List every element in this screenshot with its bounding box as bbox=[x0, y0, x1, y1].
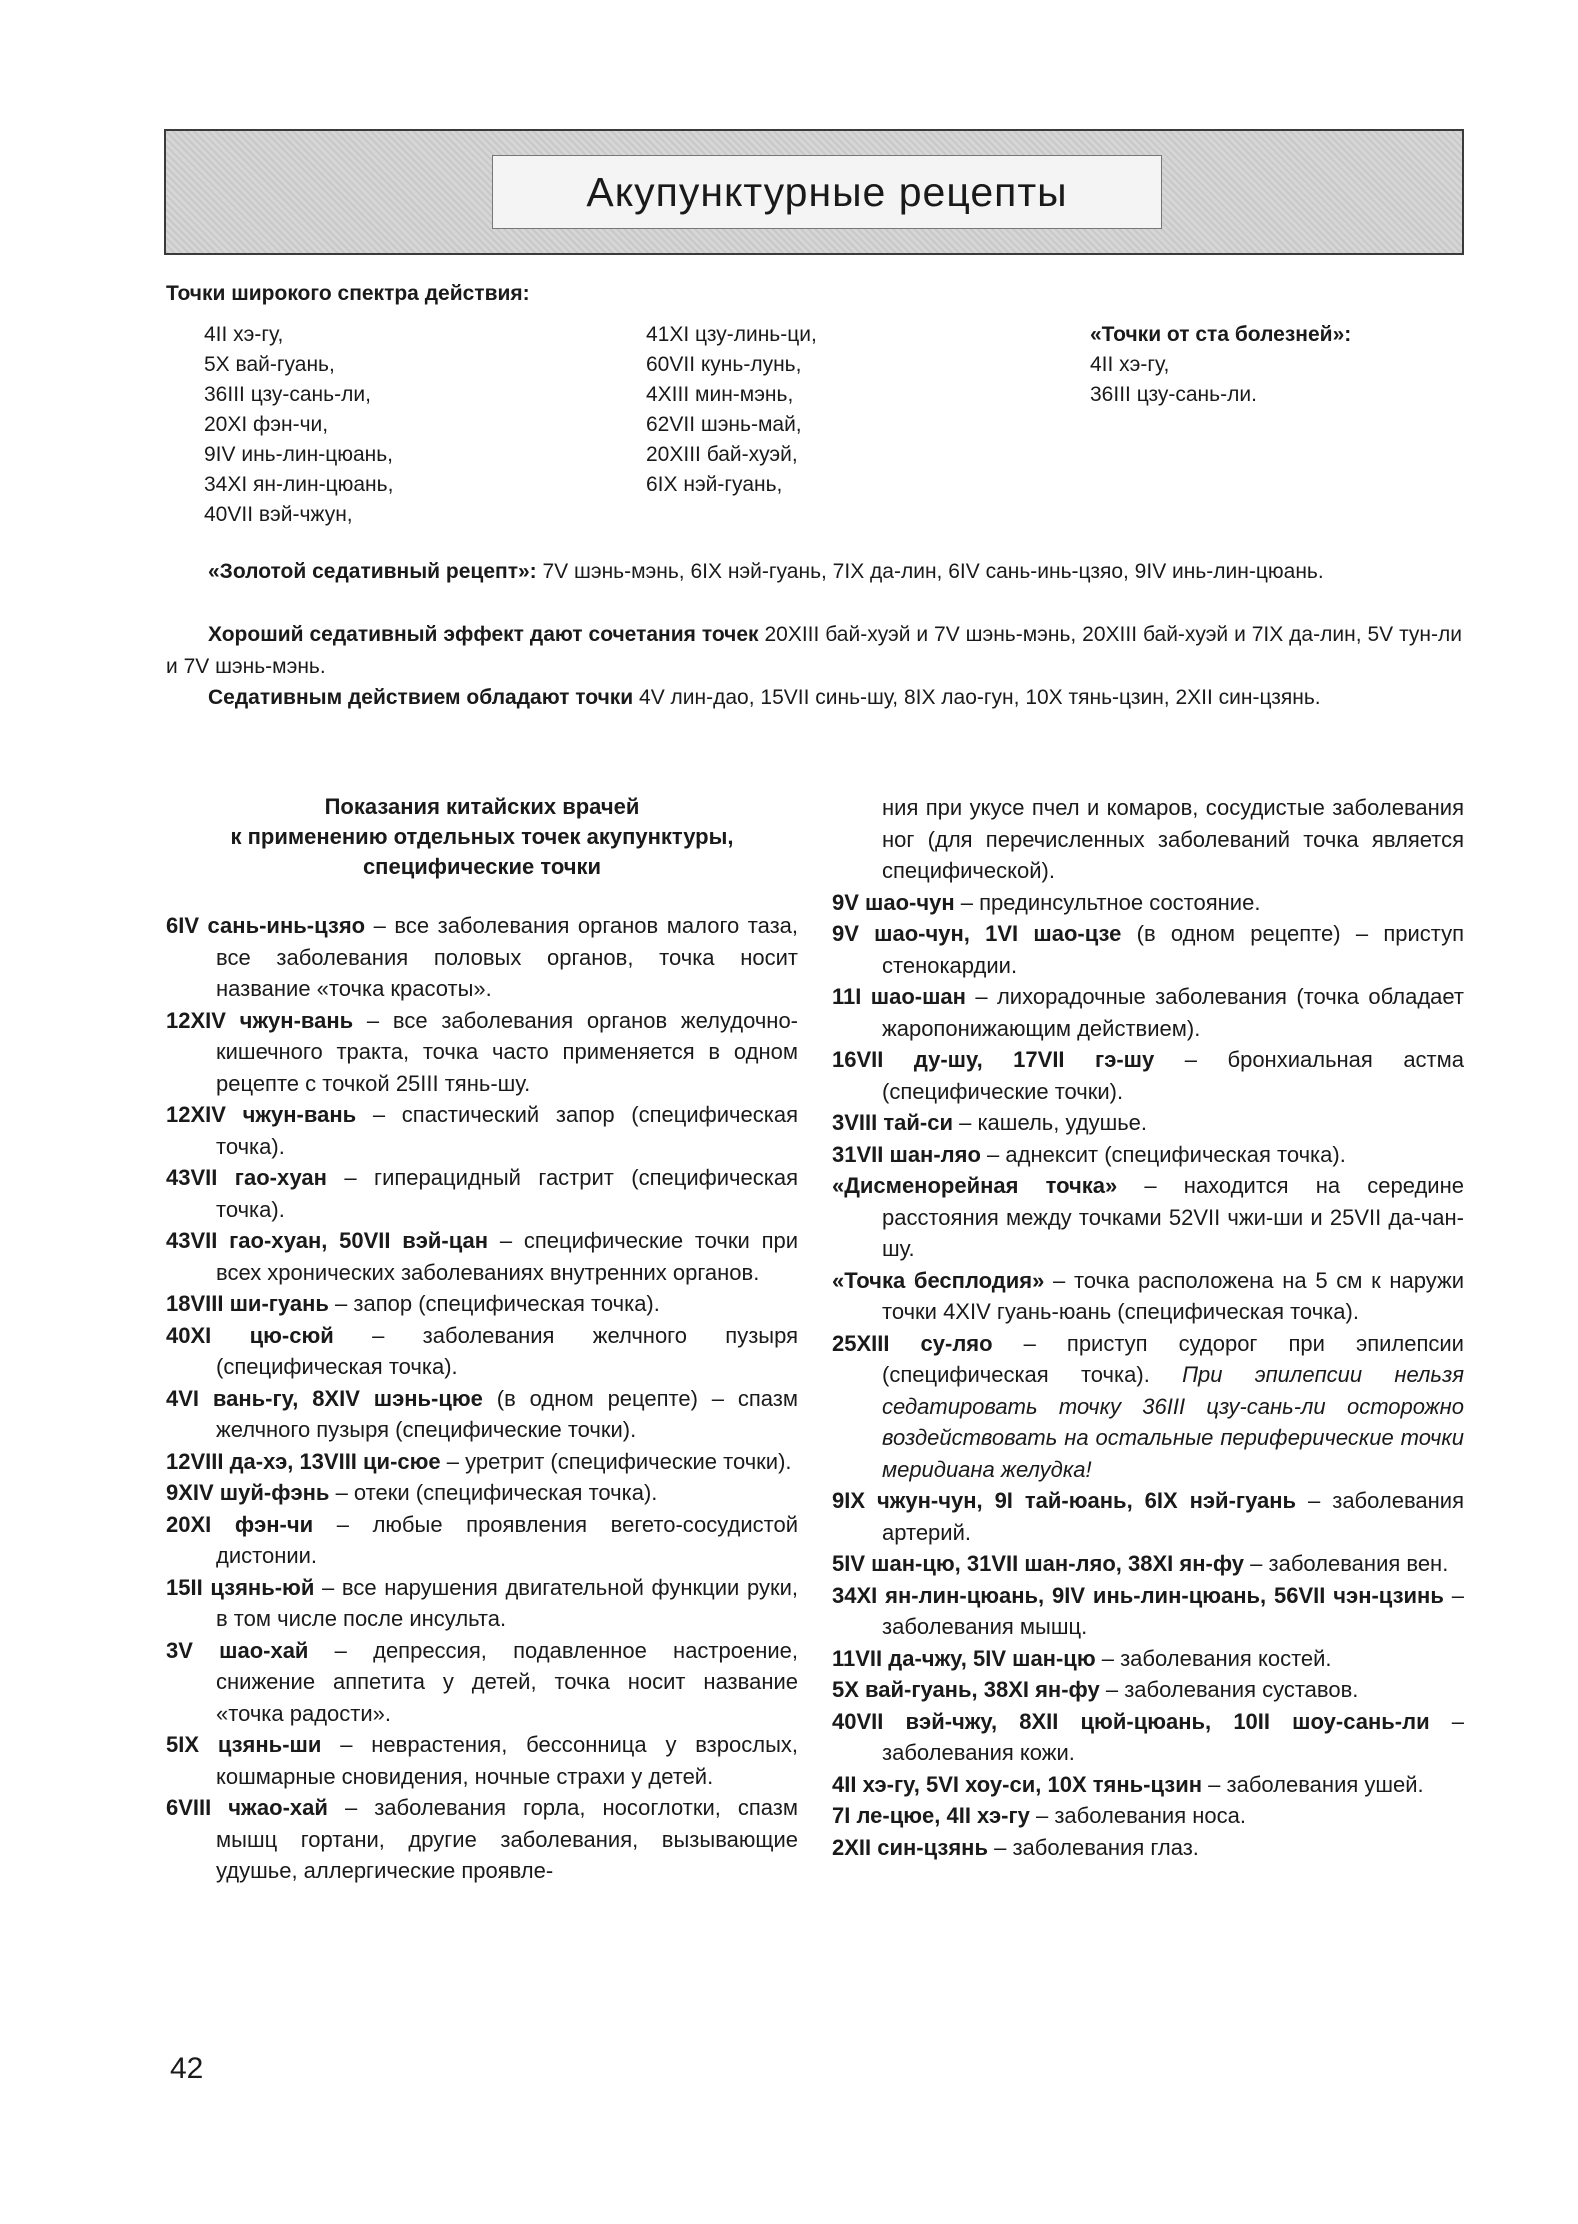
indication-text: – отеки (специфическая точка). bbox=[329, 1480, 658, 1505]
point-name: «Дисменорейная точка» bbox=[832, 1173, 1118, 1198]
indication-text: – заболевания носа. bbox=[1029, 1803, 1246, 1828]
indication-text: – заболевания глаз. bbox=[988, 1834, 1199, 1860]
indication-entry bbox=[166, 1635, 798, 1730]
indication-text: – все заболевания органов малого таза, все заболевания половых органов, точка носит название «точка красоты». bbox=[216, 913, 799, 1001]
sedative-paragraph bbox=[166, 619, 1462, 682]
indication-text: – заболевания горла, носоглотки, спазм мышц гортани, другие заболевания, вызывающие удушье, аллергические проявле- bbox=[216, 1795, 798, 1883]
indications-heading-line: специфические точки bbox=[362, 854, 602, 879]
indication-entry bbox=[166, 1729, 798, 1792]
indication-entry bbox=[166, 1383, 798, 1446]
point-item: 4XIII мин-мэнь, bbox=[646, 383, 794, 406]
points-list-2 bbox=[646, 320, 817, 500]
point-name: 43VII гао-хуан, 50VII вэй-цан bbox=[166, 1228, 489, 1253]
point-name: 18VIII ши-гуань bbox=[166, 1291, 329, 1316]
right-column bbox=[832, 792, 1464, 1863]
indication-entry bbox=[832, 981, 1464, 1044]
indication-text: – заболевания мышц. bbox=[882, 1582, 1464, 1639]
point-name: 4II хэ-гу, 5VI хоу-си, 10X тянь-цзин bbox=[832, 1771, 1203, 1797]
indication-entry bbox=[832, 1170, 1464, 1265]
sedative-label: Хороший седативный эффект дают сочетания точек bbox=[208, 623, 759, 646]
indication-text: – аднексит (специфическая точка). bbox=[980, 1141, 1346, 1167]
point-name: 34XI ян-лин-цюань, 9IV инь-лин-цюань, 56VII чэн-цзинь bbox=[832, 1582, 1444, 1608]
point-name: 9V шао-чун bbox=[832, 889, 955, 915]
point-name: 4VI вань-гу, 8XIV шэнь-цюе bbox=[166, 1385, 483, 1411]
indication-text: – заболевания суставов. bbox=[1099, 1677, 1359, 1702]
point-name: 43VII гао-хуан bbox=[166, 1165, 327, 1190]
point-name: 9V шао-чун, 1VI шао-цзе bbox=[832, 921, 1122, 946]
indication-text: – заболевания вен. bbox=[1244, 1551, 1449, 1576]
sedative-text: 20XIII бай-хуэй и 7V шэнь-мэнь, 20XIII бай-хуэй и 7IX да-лин, 5V тун-ли и 7V шэнь-мэнь. bbox=[166, 623, 1462, 678]
point-name: 7I ле-цюе, 4II хэ-гу bbox=[832, 1803, 1030, 1828]
indication-entry bbox=[832, 1548, 1464, 1580]
indications-heading-line: Показания китайских врачей bbox=[324, 794, 640, 819]
sedative-text: 4V лин-дао, 15VII синь-шу, 8IX лао-гун, 10X тянь-цзин, 2XII син-цзянь. bbox=[633, 686, 1321, 709]
point-name: 12XIV чжун-вань bbox=[166, 1007, 354, 1033]
point-name: 3V шао-хай bbox=[166, 1637, 309, 1663]
point-name: 11VII да-чжу, 5IV шан-цю bbox=[832, 1645, 1096, 1671]
indication-text: – запор (специфическая точка). bbox=[328, 1291, 660, 1316]
indication-text: – прединсультное состояние. bbox=[954, 889, 1261, 915]
indication-text: – бронхиальная астма (специфические точки). bbox=[882, 1047, 1464, 1104]
indication-text: – кашель, удушье. bbox=[952, 1110, 1148, 1135]
indication-text: – приступ судорог при эпилепсии (специфическая точка). bbox=[882, 1330, 1464, 1387]
indication-entry bbox=[166, 1509, 798, 1572]
indication-entry bbox=[832, 1674, 1464, 1706]
indication-entry bbox=[166, 1225, 798, 1288]
indication-entry bbox=[832, 918, 1464, 981]
point-name: 5IX цзянь-ши bbox=[166, 1732, 322, 1757]
point-name: 31VII шан-ляо bbox=[832, 1141, 981, 1167]
point-name: 12XIV чжун-вань bbox=[166, 1102, 357, 1127]
indication-entry bbox=[166, 1572, 798, 1635]
point-name: 11I шао-шан bbox=[832, 984, 966, 1009]
indication-entry bbox=[166, 1005, 798, 1100]
indication-entry bbox=[832, 1800, 1464, 1832]
indication-entry bbox=[166, 1446, 798, 1478]
epilepsy-warning: При эпилепсии нельзя седатировать точку 36III цзу-сань-ли осторожно воздействовать на остальные периферические точки меридиана желудка! bbox=[882, 1362, 1464, 1482]
indication-text: – заболевания ушей. bbox=[1202, 1771, 1424, 1797]
indication-entry bbox=[166, 1320, 798, 1383]
sedative-text: 7V шэнь-мэнь, 6IX нэй-гуань, 7IX да-лин, 6IV сань-инь-цзяо, 9IV инь-лин-цюань. bbox=[536, 560, 1324, 583]
page-number: 42 bbox=[170, 2052, 204, 2085]
point-name: 15II цзянь-юй bbox=[166, 1574, 315, 1600]
indication-text: – специфические точки при всех хронических заболеваниях внутренних органов. bbox=[216, 1228, 799, 1285]
indication-entry bbox=[166, 1477, 798, 1509]
point-item: 20XI фэн-чи, bbox=[204, 413, 329, 436]
indication-entry bbox=[832, 1580, 1464, 1643]
indication-text: (в одном рецепте) – приступ стенокардии. bbox=[882, 921, 1464, 978]
point-name: 2XII син-цзянь bbox=[832, 1834, 988, 1860]
indication-text: – заболевания кожи. bbox=[882, 1708, 1464, 1765]
point-name: 20XI фэн-чи bbox=[166, 1511, 314, 1537]
point-name: 25XIII су-ляо bbox=[832, 1330, 993, 1356]
indications-heading-line: к применению отдельных точек акупунктуры, bbox=[230, 824, 734, 849]
indication-entry bbox=[832, 887, 1464, 919]
indication-entry bbox=[166, 1792, 798, 1887]
point-name: 9XIV шуй-фэнь bbox=[166, 1480, 330, 1505]
indication-entry bbox=[832, 1832, 1464, 1864]
points-list-3 bbox=[1090, 320, 1351, 410]
point-item: 36III цзу-сань-ли, bbox=[204, 383, 371, 406]
point-item: 6IX нэй-гуань, bbox=[646, 473, 783, 496]
indication-text: – находится на середине расстояния между точками 52VII чжи-ши и 25VII да-чан-шу. bbox=[882, 1173, 1464, 1261]
point-name: 12VIII да-хэ, 13VIII ци-сюе bbox=[166, 1448, 441, 1474]
point-item: 4II хэ-гу, bbox=[204, 323, 284, 346]
point-item: 40VII вэй-чжун, bbox=[204, 503, 353, 526]
indication-entry bbox=[832, 1107, 1464, 1139]
point-item: 62VII шэнь-май, bbox=[646, 413, 802, 436]
indication-continuation: ния при укусе пчел и комаров, сосудистые заболевания ног (для перечисленных заболеваний точка является специфической). bbox=[882, 795, 1464, 883]
point-name: 5X вай-гуань, 38XI ян-фу bbox=[832, 1677, 1100, 1702]
indication-text: – уретрит (специфические точки). bbox=[440, 1448, 792, 1474]
sedative-label: Седативным действием обладают точки bbox=[208, 686, 634, 709]
sedative-paragraph bbox=[166, 682, 1462, 714]
broad-spectrum-heading: Точки широкого спектра действия: bbox=[166, 282, 530, 305]
indication-entry bbox=[832, 1044, 1464, 1107]
sedative-paragraph bbox=[166, 556, 1462, 588]
page-title: Акупунктурные рецепты bbox=[492, 155, 1162, 229]
indication-text: – точка расположена на 5 см к наружи точки 4XIV гуань-юань (специфическая точка). bbox=[882, 1267, 1465, 1324]
point-item: 5X вай-гуань, bbox=[204, 353, 335, 376]
points-list-1 bbox=[204, 320, 393, 530]
indication-entry bbox=[166, 910, 798, 1005]
indication-text: (в одном рецепте) – спазм желчного пузыря (специфические точки). bbox=[216, 1385, 798, 1442]
indication-text: – неврастения, бессонница у взрослых, кошмарные сновидения, ночные страхи у детей. bbox=[216, 1732, 799, 1789]
indication-entry bbox=[832, 1139, 1464, 1171]
indication-text: – депрессия, подавленное настроение, снижение аппетита у детей, точка носит название «точка радости». bbox=[216, 1637, 798, 1726]
indication-text: – лихорадочные заболевания (точка обладает жаропонижающим действием). bbox=[882, 984, 1464, 1041]
indication-text: – заболевания костей. bbox=[1095, 1645, 1332, 1671]
indication-text: – любые проявления вегето-сосудистой дистонии. bbox=[216, 1511, 799, 1568]
point-item: 60VII кунь-лунь, bbox=[646, 353, 802, 376]
point-name: 40VII вэй-чжу, 8XII цюй-цюань, 10II шоу-сань-ли bbox=[832, 1708, 1430, 1734]
point-item: 41XI цзу-линь-ци, bbox=[646, 323, 817, 346]
sedative-label: «Золотой седативный рецепт»: bbox=[208, 560, 537, 583]
indication-text: – все заболевания органов желудочно-кишечного тракта, точка часто применяется в одном рецепте с точкой 25III тянь-шу. bbox=[216, 1007, 799, 1096]
point-item: 9IV инь-лин-цюань, bbox=[204, 443, 394, 466]
indication-text: – заболевания артерий. bbox=[882, 1488, 1465, 1545]
indication-entry bbox=[832, 1265, 1464, 1328]
point-name: 40XI цю-сюй bbox=[166, 1322, 334, 1348]
indication-entry bbox=[166, 1099, 798, 1162]
indication-text: – все нарушения двигательной функции руки, в том числе после инсульта. bbox=[216, 1574, 798, 1631]
indications-heading bbox=[166, 792, 798, 882]
point-item: 20XIII бай-хуэй, bbox=[646, 443, 798, 466]
point-name: 16VII ду-шу, 17VII гэ-шу bbox=[832, 1047, 1155, 1072]
indication-entry bbox=[832, 1328, 1464, 1486]
point-name: 9IX чжун-чун, 9I тай-юань, 6IX нэй-гуань bbox=[832, 1488, 1297, 1513]
point-item: 34XI ян-лин-цюань, bbox=[204, 473, 394, 496]
point-item: 4II хэ-гу, bbox=[1090, 353, 1170, 376]
indication-text: – гиперацидный гастрит (специфическая точка). bbox=[216, 1165, 798, 1222]
point-name: 6IV сань-инь-цзяо bbox=[166, 913, 366, 938]
point-name: 3VIII тай-си bbox=[832, 1110, 953, 1135]
indication-entry bbox=[832, 1706, 1464, 1769]
indication-entry bbox=[832, 1485, 1464, 1548]
left-column bbox=[166, 792, 798, 1887]
point-name: «Точка бесплодия» bbox=[832, 1267, 1045, 1293]
indication-text: – спастический запор (специфическая точка). bbox=[216, 1102, 799, 1159]
indication-entry bbox=[166, 1162, 798, 1225]
indication-entry bbox=[166, 1288, 798, 1320]
point-name: 5IV шан-цю, 31VII шан-ляо, 38XI ян-фу bbox=[832, 1551, 1245, 1576]
indication-entry bbox=[832, 1769, 1464, 1801]
point-item: 36III цзу-сань-ли. bbox=[1090, 383, 1257, 406]
indication-entry bbox=[832, 1643, 1464, 1675]
point-name: 6VIII чжао-хай bbox=[166, 1795, 328, 1820]
hundred-diseases-heading: «Точки от ста болезней»: bbox=[1090, 323, 1352, 346]
indication-text: – заболевания желчного пузыря (специфическая точка). bbox=[216, 1322, 799, 1379]
